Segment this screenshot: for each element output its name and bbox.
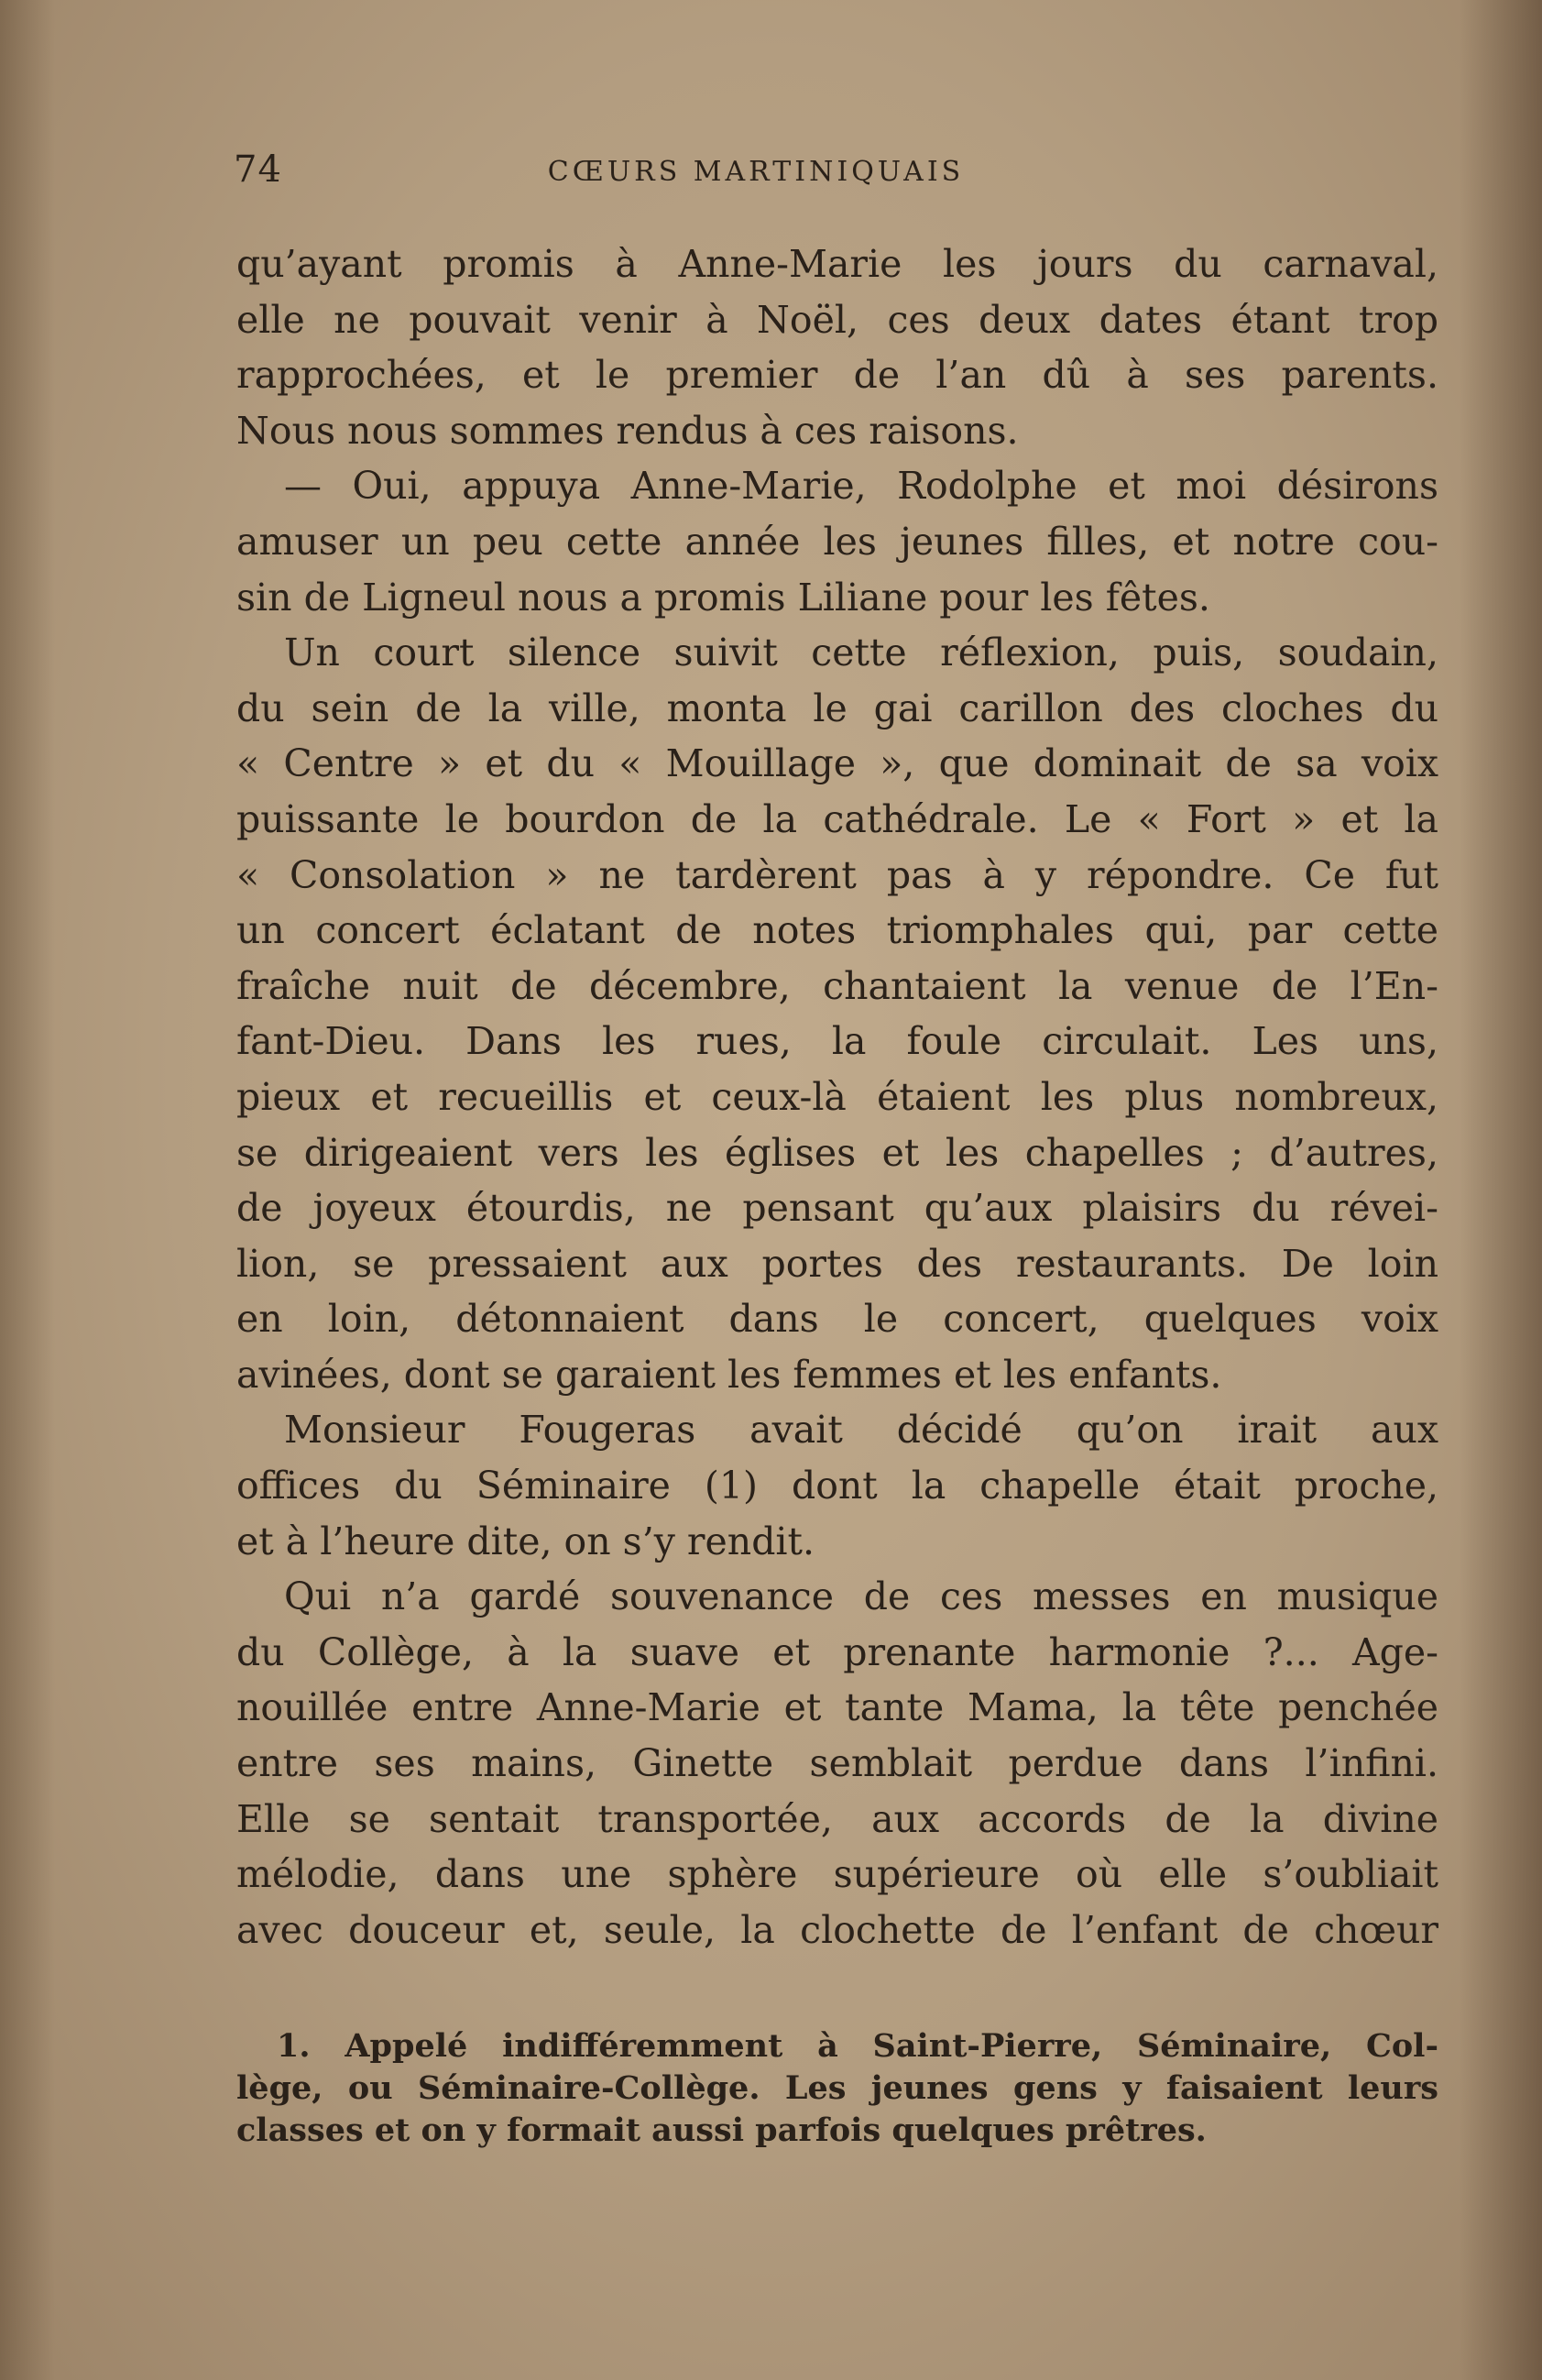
text-line: offices du Séminaire (1) dont la chapelle était proche,: [236, 1464, 1438, 1508]
text-line: rapprochées, et le premier de l’an dû à ses parents.: [236, 353, 1438, 398]
text-line: lion, se pressaient aux portes des restaurants. De loin: [236, 1241, 1438, 1286]
running-head: [234, 148, 1443, 203]
text-line: du Collège, à la suave et prenante harmonie ?... Age-: [236, 1629, 1438, 1674]
text-line: du sein de la ville, monta le gai carillon des cloches du: [236, 685, 1438, 730]
text-line: en loin, détonnaient dans le concert, quelques voix: [236, 1297, 1438, 1342]
text-line: Un court silence suivit cette réflexion, puis, soudain,: [284, 631, 1438, 675]
text-line: se dirigeaient vers les églises et les chapelles ; d’autres,: [236, 1130, 1438, 1175]
page-shadow-left: [0, 0, 55, 2380]
text-line: amuser un peu cette année les jeunes filles, et notre cou-: [236, 519, 1438, 564]
footnote-line: lège, ou Séminaire-Collège. Les jeunes gens y faisaient leurs: [236, 2069, 1438, 2107]
text-line: fant-Dieu. Dans les rues, la foule circulait. Les uns,: [236, 1019, 1438, 1064]
text-line: Monsieur Fougeras avait décidé qu’on irait aux: [284, 1408, 1438, 1453]
text-line: mélodie, dans une sphère supérieure où elle s’oubliait: [236, 1852, 1438, 1897]
footnote-line: classes et on y formait aussi parfois quelques prêtres.: [236, 2111, 1207, 2149]
text-line: Qui n’a gardé souvenance de ces messes en musique: [284, 1574, 1438, 1619]
text-line: qu’ayant promis à Anne-Marie les jours du carnaval,: [236, 242, 1438, 286]
text-line: « Consolation » ne tardèrent pas à y répondre. Ce fut: [236, 852, 1438, 897]
footnote-line: 1. Appelé indifféremment à Saint-Pierre, Séminaire, Col-: [277, 2027, 1438, 2065]
text-line: et à l’heure dite, on s’y rendit.: [236, 1519, 815, 1563]
text-line: Nous nous sommes rendus à ces raisons.: [236, 408, 1019, 453]
page-shadow-right: [1460, 0, 1542, 2380]
text-line: « Centre » et du « Mouillage », que dominait de sa voix: [236, 741, 1438, 786]
text-line: puissante le bourdon de la cathédrale. Le « Fort » et la: [236, 796, 1438, 841]
text-line: — Oui, appuya Anne-Marie, Rodolphe et moi désirons: [284, 464, 1438, 509]
page-number: 74: [234, 148, 282, 191]
text-line: fraîche nuit de décembre, chantaient la venue de l’En-: [236, 963, 1438, 1008]
text-line: de joyeux étourdis, ne pensant qu’aux plaisirs du révei-: [236, 1186, 1438, 1231]
text-line: avec douceur et, seule, la clochette de l’enfant de chœur: [236, 1907, 1438, 1952]
text-line: sin de Ligneul nous a promis Liliane pour les fêtes.: [236, 575, 1210, 620]
book-title: CŒURS MARTINIQUAIS: [547, 156, 965, 188]
text-line: Elle se sentait transportée, aux accords de la divine: [236, 1796, 1438, 1841]
body-text: [236, 236, 1438, 1958]
text-line: entre ses mains, Ginette semblait perdue dans l’infini.: [236, 1741, 1438, 1786]
text-line: un concert éclatant de notes triomphales qui, par cette: [236, 908, 1438, 953]
text-line: avinées, dont se garaient les femmes et les enfants.: [236, 1352, 1222, 1397]
text-line: pieux et recueillis et ceux-là étaient les plus nombreux,: [236, 1074, 1438, 1119]
footnote: [236, 2025, 1438, 2152]
text-line: nouillée entre Anne-Marie et tante Mama, la tête penchée: [236, 1685, 1438, 1730]
text-line: elle ne pouvait venir à Noël, ces deux dates étant trop: [236, 297, 1438, 342]
